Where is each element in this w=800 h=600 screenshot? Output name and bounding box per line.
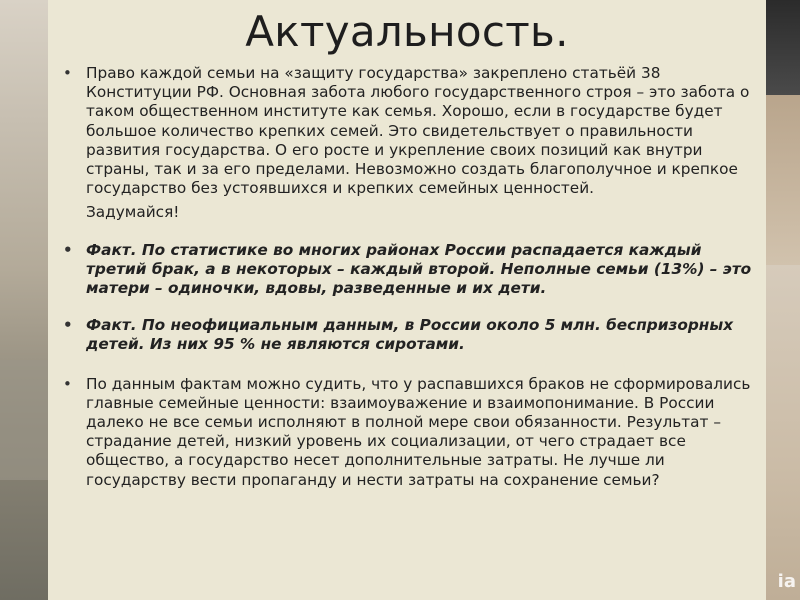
call-to-think: Задумайся! [86,203,180,222]
bullet-item-fact-homeless [60,316,760,354]
background-photo-blur [0,360,48,480]
bullet-item-fact-divorce [60,241,760,299]
bullet-icon: • [63,240,73,259]
bullet-text: По данным фактам можно судить, что у распавшихся браков не сформировались главные семейные ценности: взаимоуважение и взаимопонимание. В России далеко не все семьи исполняют в полной мере свои обязанности. Результат – страдание детей, низкий уровень их социализации, от чего страдает все общество, а государство несет дополнительные затраты. Не лучше ли государству вести пропаганду и нести затраты на сохранение семьи? [86,374,751,489]
background-photo-left [0,0,48,600]
corner-logo: ia [777,571,796,592]
background-photo-arm [766,95,800,265]
background-photo-pants [766,265,800,600]
text-panel [48,0,766,600]
slide-content [60,64,760,490]
bullet-icon: • [63,64,72,82]
bullet-icon: • [63,316,73,335]
slide-title: Актуальность. [245,7,569,56]
bullet-text: Факт. По неофициальным данным, в России около 5 млн. беспризорных детей. Из них 95 % не являются сиротами. [86,316,734,354]
bullet-item-constitution [60,64,760,198]
bullet-icon: • [63,374,72,393]
bullet-text: Право каждой семьи на «защиту государства» закреплено статьёй 38 Конституции РФ. Основная забота любого государственного строя – это забота о таком общественном институте как семья. Хорошо, если в государстве будет большое количество крепких семей. Это свидетельствует о правильности развития государства. О его росте и укрепление своих позиций как внутри страны, так и за его пределами. Невозможно создать благополучное и крепкое государство без устоявшихся и крепких семейных ценностей. [86,64,750,198]
bullet-text: Факт. По статистике во многих районах России распадается каждый третий брак, а в некоторых – каждый второй. Неполные семьи (13%) – это матери – одиночки, вдовы, разведенные и их дети. [86,240,752,298]
background-photo-shirt [766,0,800,95]
background-photo-right [766,0,800,600]
bullet-item-conclusion [60,375,760,490]
